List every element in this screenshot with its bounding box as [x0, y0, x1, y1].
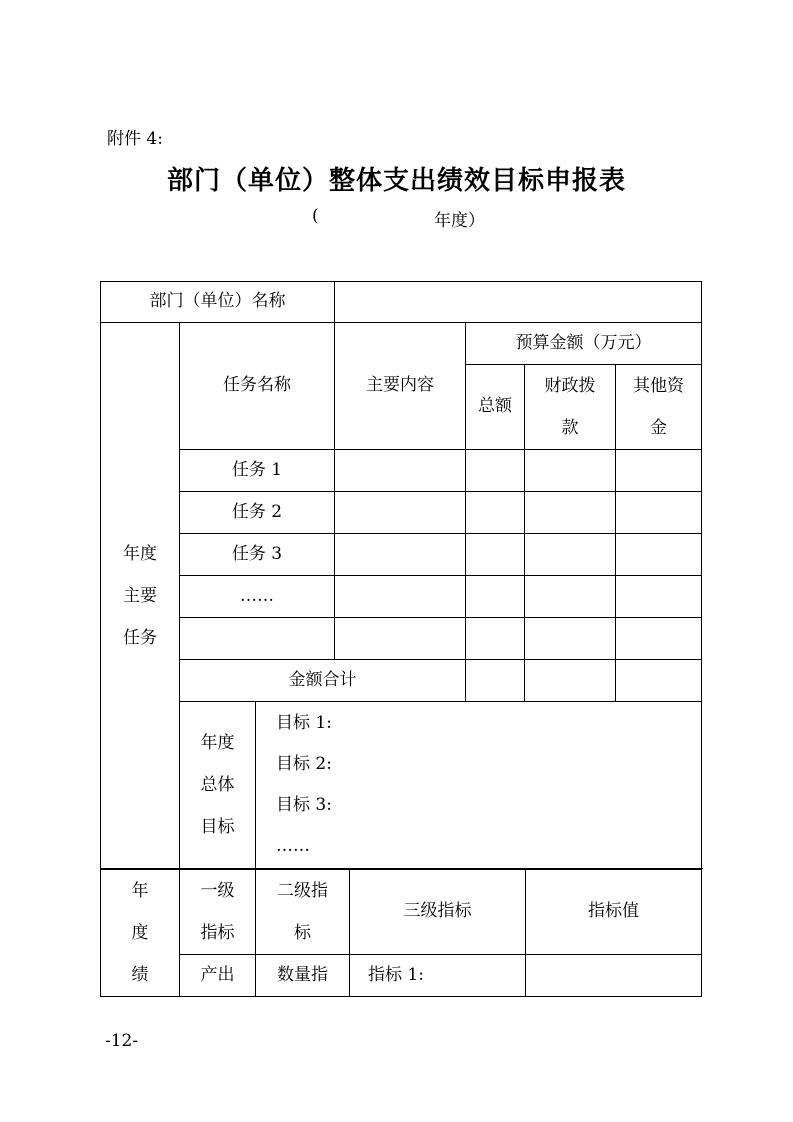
sum-fiscal-cell: [525, 660, 616, 702]
table-row: [101, 576, 702, 618]
task-name-cell: 任务 1: [180, 450, 335, 492]
task-name-header: 任务名称: [180, 323, 335, 450]
indicator-value-cell: [526, 955, 702, 997]
goal-item: 目标 2:: [276, 754, 332, 774]
task-other-cell: [616, 492, 702, 534]
other-funds-header: [616, 365, 702, 450]
task-content-cell: [335, 576, 466, 618]
attachment-label: 附件 4:: [107, 129, 163, 149]
task-content-cell: [335, 618, 466, 660]
sum-label: 金额合计: [180, 660, 466, 702]
level2-indicator-text: 二级指 标: [277, 881, 328, 943]
sum-total-cell: [466, 660, 525, 702]
task-name-cell: [180, 618, 335, 660]
indicator-value-header: 指标值: [526, 870, 702, 955]
performance-label: [101, 870, 180, 997]
document-title: 部门（单位）整体支出绩效目标申报表: [166, 166, 626, 196]
task-fiscal-cell: [525, 576, 616, 618]
task-fiscal-cell: [525, 450, 616, 492]
page-number: -12-: [105, 1031, 139, 1051]
task-name-cell: ……: [180, 576, 335, 618]
level3-indicator-cell: 指标 1:: [350, 955, 526, 997]
level3-indicator-header: 三级指标: [350, 870, 526, 955]
performance-indicator-table: [100, 869, 702, 997]
table-row: [101, 492, 702, 534]
performance-target-table: [100, 281, 702, 869]
annual-tasks-text: 年度 主要 任务: [123, 543, 157, 648]
sum-other-cell: [616, 660, 702, 702]
annual-goals-text: 年度 总体 目标: [200, 733, 235, 837]
task-fiscal-cell: [525, 492, 616, 534]
table-row: [101, 450, 702, 492]
task-other-cell: [616, 576, 702, 618]
goal-item: 目标 1:: [276, 713, 332, 733]
task-other-cell: [616, 450, 702, 492]
task-content-cell: [335, 534, 466, 576]
dept-name-label: 部门（单位）名称: [101, 282, 335, 323]
subtitle-year-label: 年度）: [434, 211, 485, 231]
main-content-header: 主要内容: [335, 323, 466, 450]
fiscal-allocation-text: 财政拨 款: [544, 376, 596, 438]
task-content-cell: [335, 492, 466, 534]
task-total-cell: [466, 492, 525, 534]
task-other-cell: [616, 534, 702, 576]
annual-goals-content: [256, 702, 702, 869]
dept-name-value: [335, 282, 702, 323]
task-fiscal-cell: [525, 618, 616, 660]
goal-item: 目标 3:: [276, 795, 332, 815]
level1-indicator-text: 一级 指标: [200, 881, 235, 943]
task-total-cell: [466, 618, 525, 660]
table-row: [101, 955, 702, 997]
task-total-cell: [466, 576, 525, 618]
budget-total-header: 总额: [466, 365, 525, 450]
level2-indicator-header: [256, 870, 350, 955]
task-name-cell: 任务 2: [180, 492, 335, 534]
other-funds-text: 其他资 金: [633, 376, 685, 438]
goal-item: ……: [276, 836, 310, 856]
task-total-cell: [466, 450, 525, 492]
task-total-cell: [466, 534, 525, 576]
task-content-cell: [335, 450, 466, 492]
annual-goals-label: [180, 702, 256, 869]
level1-indicator-cell: 产出: [180, 955, 256, 997]
performance-text: 年 度 绩: [131, 881, 149, 985]
task-name-cell: 任务 3: [180, 534, 335, 576]
level1-indicator-header: [180, 870, 256, 955]
level2-indicator-cell: 数量指: [256, 955, 350, 997]
table-row: [101, 534, 702, 576]
fiscal-allocation-header: [525, 365, 616, 450]
budget-header: 预算金额（万元）: [466, 323, 702, 365]
subtitle-open-paren: (: [312, 206, 319, 226]
table-row: [101, 618, 702, 660]
task-other-cell: [616, 618, 702, 660]
annual-tasks-label: [101, 323, 180, 869]
task-fiscal-cell: [525, 534, 616, 576]
